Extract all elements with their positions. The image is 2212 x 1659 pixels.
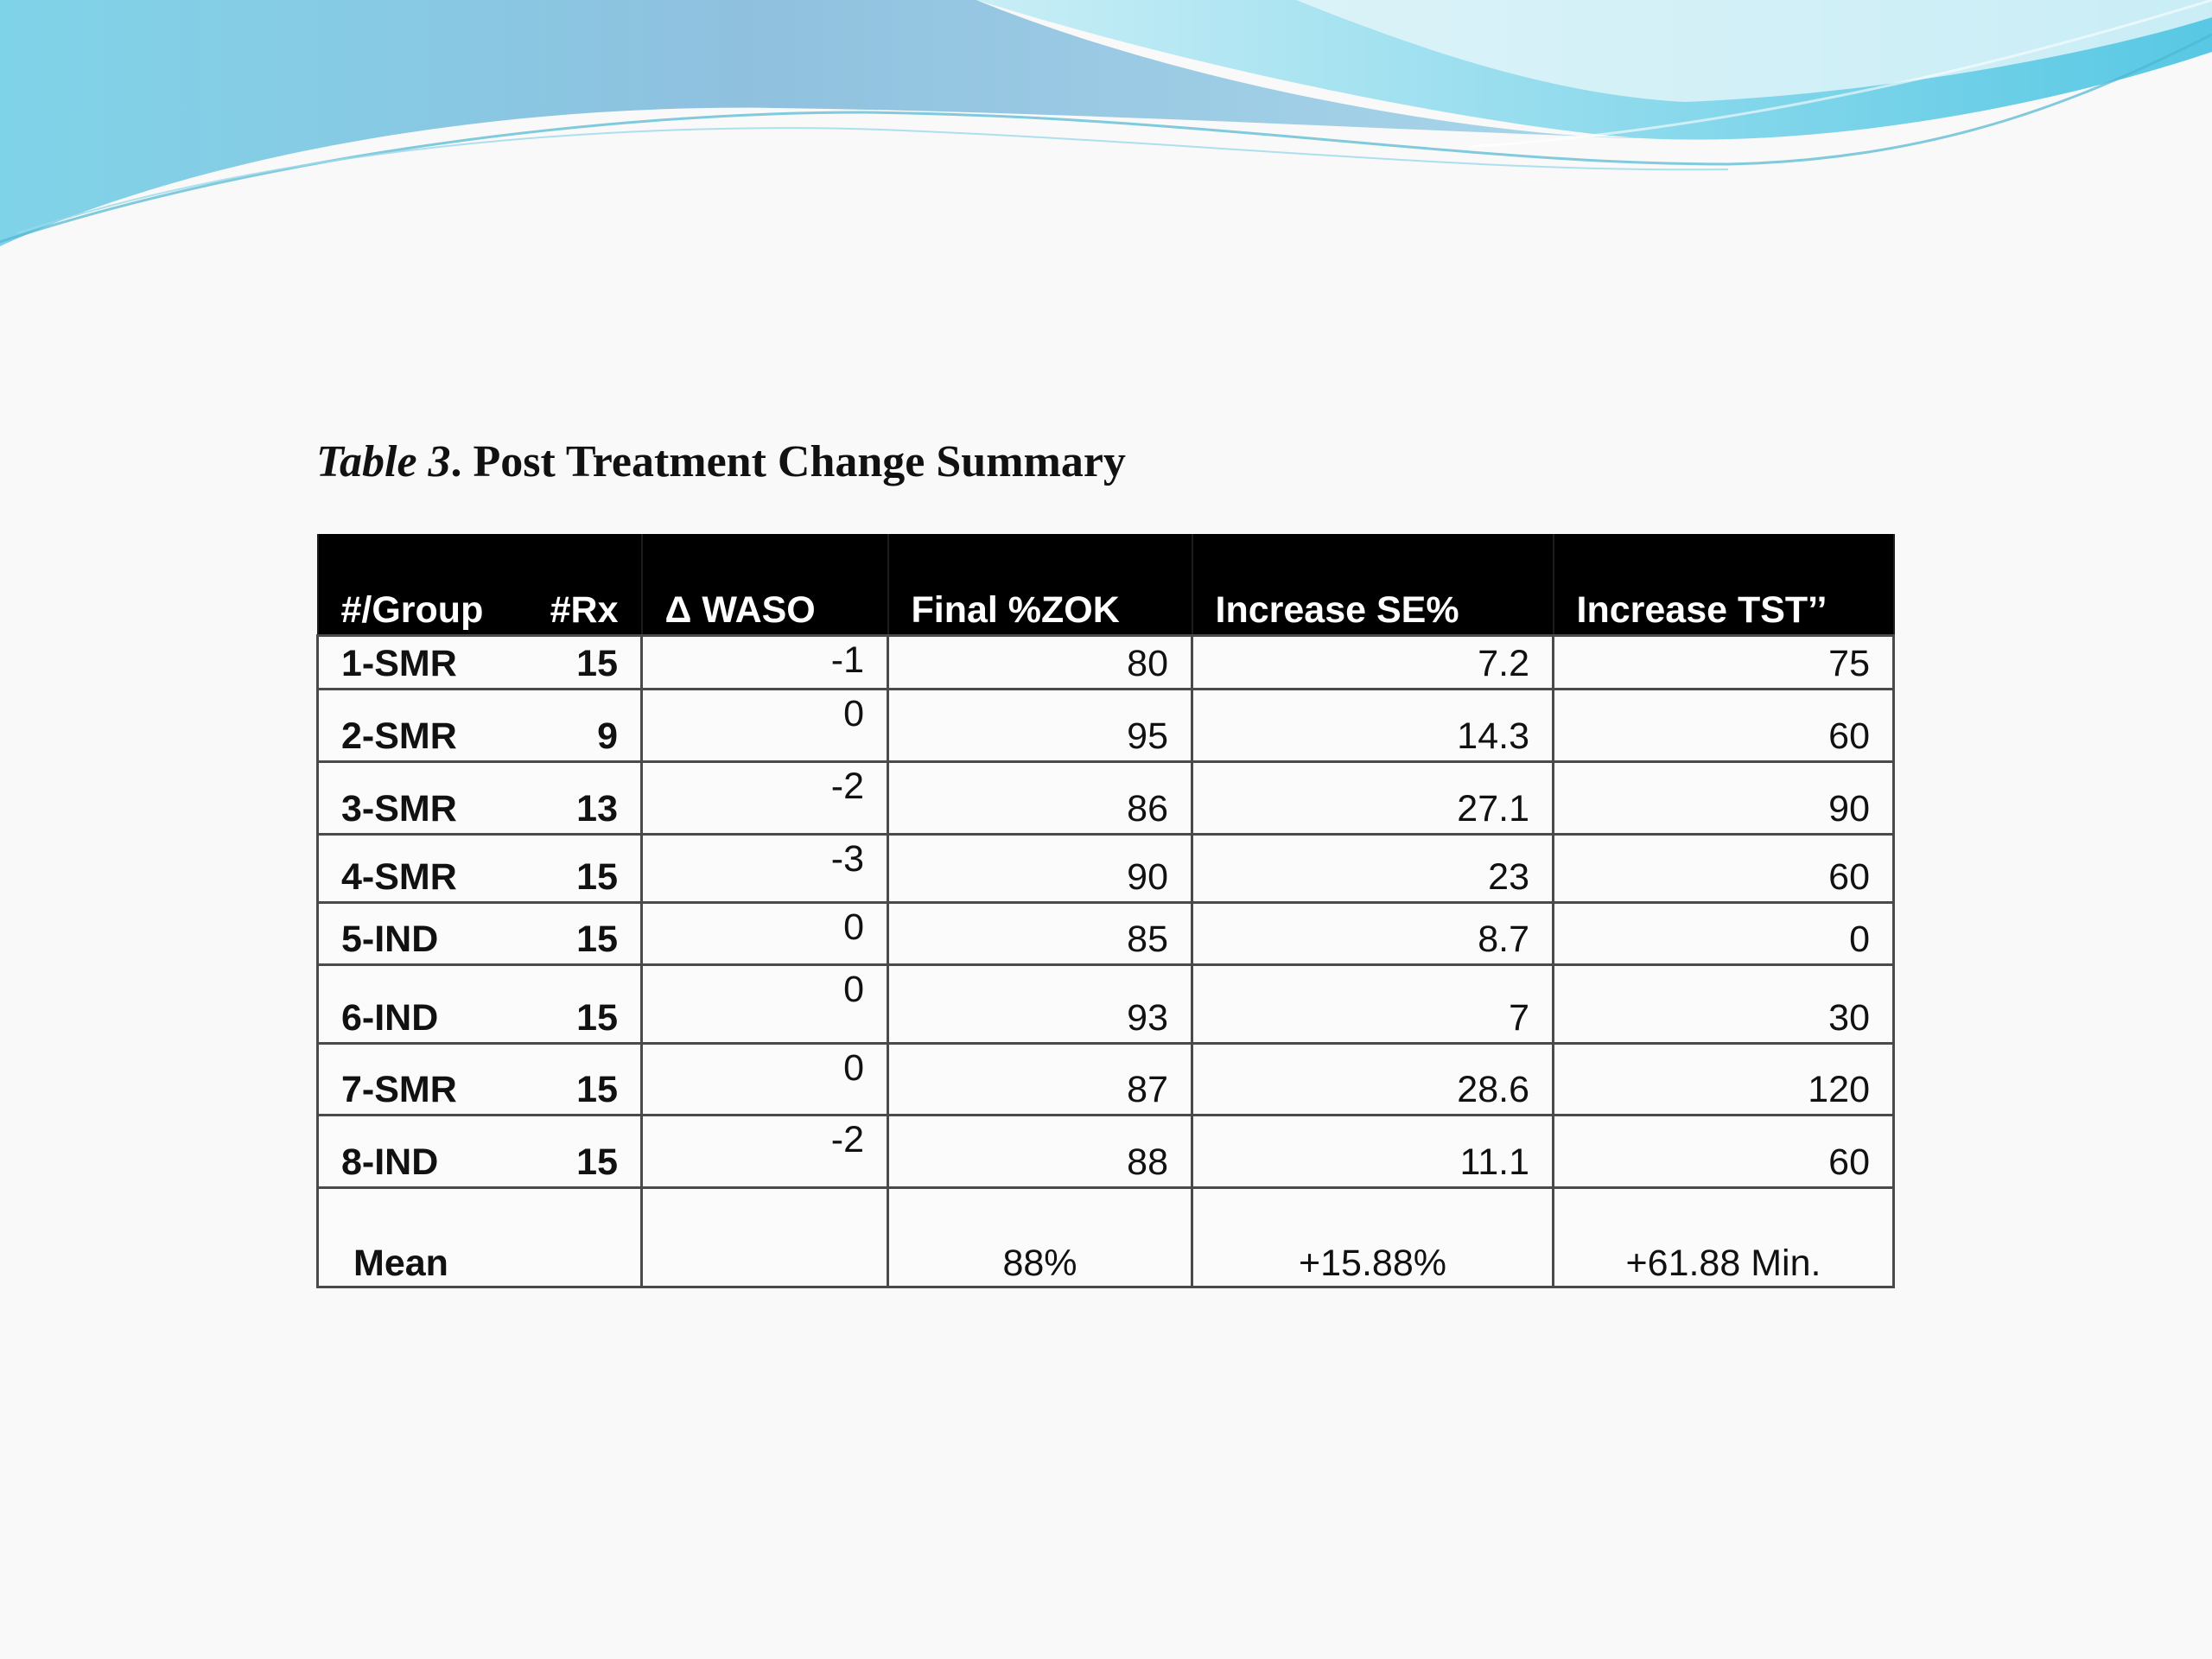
mean-tst: +61.88 Min. [1554, 1188, 1894, 1287]
cell-zok: 85 [888, 903, 1192, 965]
table-row [318, 903, 1894, 965]
mean-se: +15.88% [1192, 1188, 1554, 1287]
table-title-number: Table 3 [316, 437, 451, 486]
group-label: 8-IND [341, 1141, 439, 1183]
cell-waso: 0 [642, 1044, 888, 1116]
post-treatment-table [316, 534, 1895, 1288]
group-label: 1-SMR [341, 643, 457, 684]
cell-se: 14.3 [1192, 690, 1554, 762]
table-row [318, 762, 1894, 835]
mean-waso [642, 1188, 888, 1287]
cell-tst: 30 [1554, 965, 1894, 1044]
group-label: 3-SMR [341, 788, 457, 830]
cell-zok: 87 [888, 1044, 1192, 1116]
cell-se: 27.1 [1192, 762, 1554, 835]
group-label: 4-SMR [341, 856, 457, 898]
cell-waso: 0 [642, 690, 888, 762]
cell-se: 23 [1192, 835, 1554, 903]
cell-tst: 90 [1554, 762, 1894, 835]
rx-value: 9 [597, 715, 618, 757]
cell-waso: -3 [642, 835, 888, 903]
cell-group [318, 1044, 642, 1116]
cell-tst: 75 [1554, 636, 1894, 690]
rx-value: 15 [576, 997, 618, 1039]
table-row [318, 690, 1894, 762]
table-row [318, 1044, 1894, 1116]
header-group-rx [318, 534, 642, 636]
cell-tst: 60 [1554, 1116, 1894, 1188]
header-rx: #Rx [550, 589, 619, 631]
header-group: #/Group [340, 589, 484, 631]
cell-waso: -2 [642, 1116, 888, 1188]
cell-waso: 0 [642, 965, 888, 1044]
mean-label: Mean [318, 1188, 642, 1287]
cell-group [318, 1116, 642, 1188]
rx-value: 15 [576, 643, 618, 684]
cell-group [318, 690, 642, 762]
cell-se: 7.2 [1192, 636, 1554, 690]
cell-group [318, 965, 642, 1044]
cell-group [318, 762, 642, 835]
cell-se: 28.6 [1192, 1044, 1554, 1116]
cell-tst: 120 [1554, 1044, 1894, 1116]
cell-zok: 80 [888, 636, 1192, 690]
mean-row [318, 1188, 1894, 1287]
cell-se: 11.1 [1192, 1116, 1554, 1188]
cell-tst: 0 [1554, 903, 1894, 965]
cell-tst: 60 [1554, 835, 1894, 903]
mean-zok: 88% [888, 1188, 1192, 1287]
table-row [318, 835, 1894, 903]
rx-value: 15 [576, 918, 618, 960]
cell-group [318, 903, 642, 965]
rx-value: 15 [576, 1069, 618, 1110]
group-label: 7-SMR [341, 1069, 457, 1110]
table-title [316, 436, 1126, 487]
cell-zok: 95 [888, 690, 1192, 762]
table-title-text: . Post Treatment Change Summary [450, 437, 1126, 486]
cell-zok: 86 [888, 762, 1192, 835]
header-zok: Final %ZOK [888, 534, 1192, 636]
table-row [318, 965, 1894, 1044]
rx-value: 15 [576, 1141, 618, 1183]
cell-group [318, 636, 642, 690]
header-waso: Δ WASO [642, 534, 888, 636]
table-row [318, 636, 1894, 690]
group-label: 2-SMR [341, 715, 457, 757]
cell-se: 7 [1192, 965, 1554, 1044]
table-row [318, 1116, 1894, 1188]
group-label: 5-IND [341, 918, 439, 960]
header-tst: Increase TST’’ [1554, 534, 1894, 636]
cell-waso: -1 [642, 636, 888, 690]
cell-se: 8.7 [1192, 903, 1554, 965]
cell-group [318, 835, 642, 903]
rx-value: 15 [576, 856, 618, 898]
header-se: Increase SE% [1192, 534, 1554, 636]
cell-waso: 0 [642, 903, 888, 965]
cell-zok: 93 [888, 965, 1192, 1044]
table-header-row [318, 534, 1894, 636]
cell-zok: 88 [888, 1116, 1192, 1188]
group-label: 6-IND [341, 997, 439, 1039]
rx-value: 13 [576, 788, 618, 830]
cell-tst: 60 [1554, 690, 1894, 762]
cell-zok: 90 [888, 835, 1192, 903]
cell-waso: -2 [642, 762, 888, 835]
decorative-wave-banner [0, 0, 2212, 259]
